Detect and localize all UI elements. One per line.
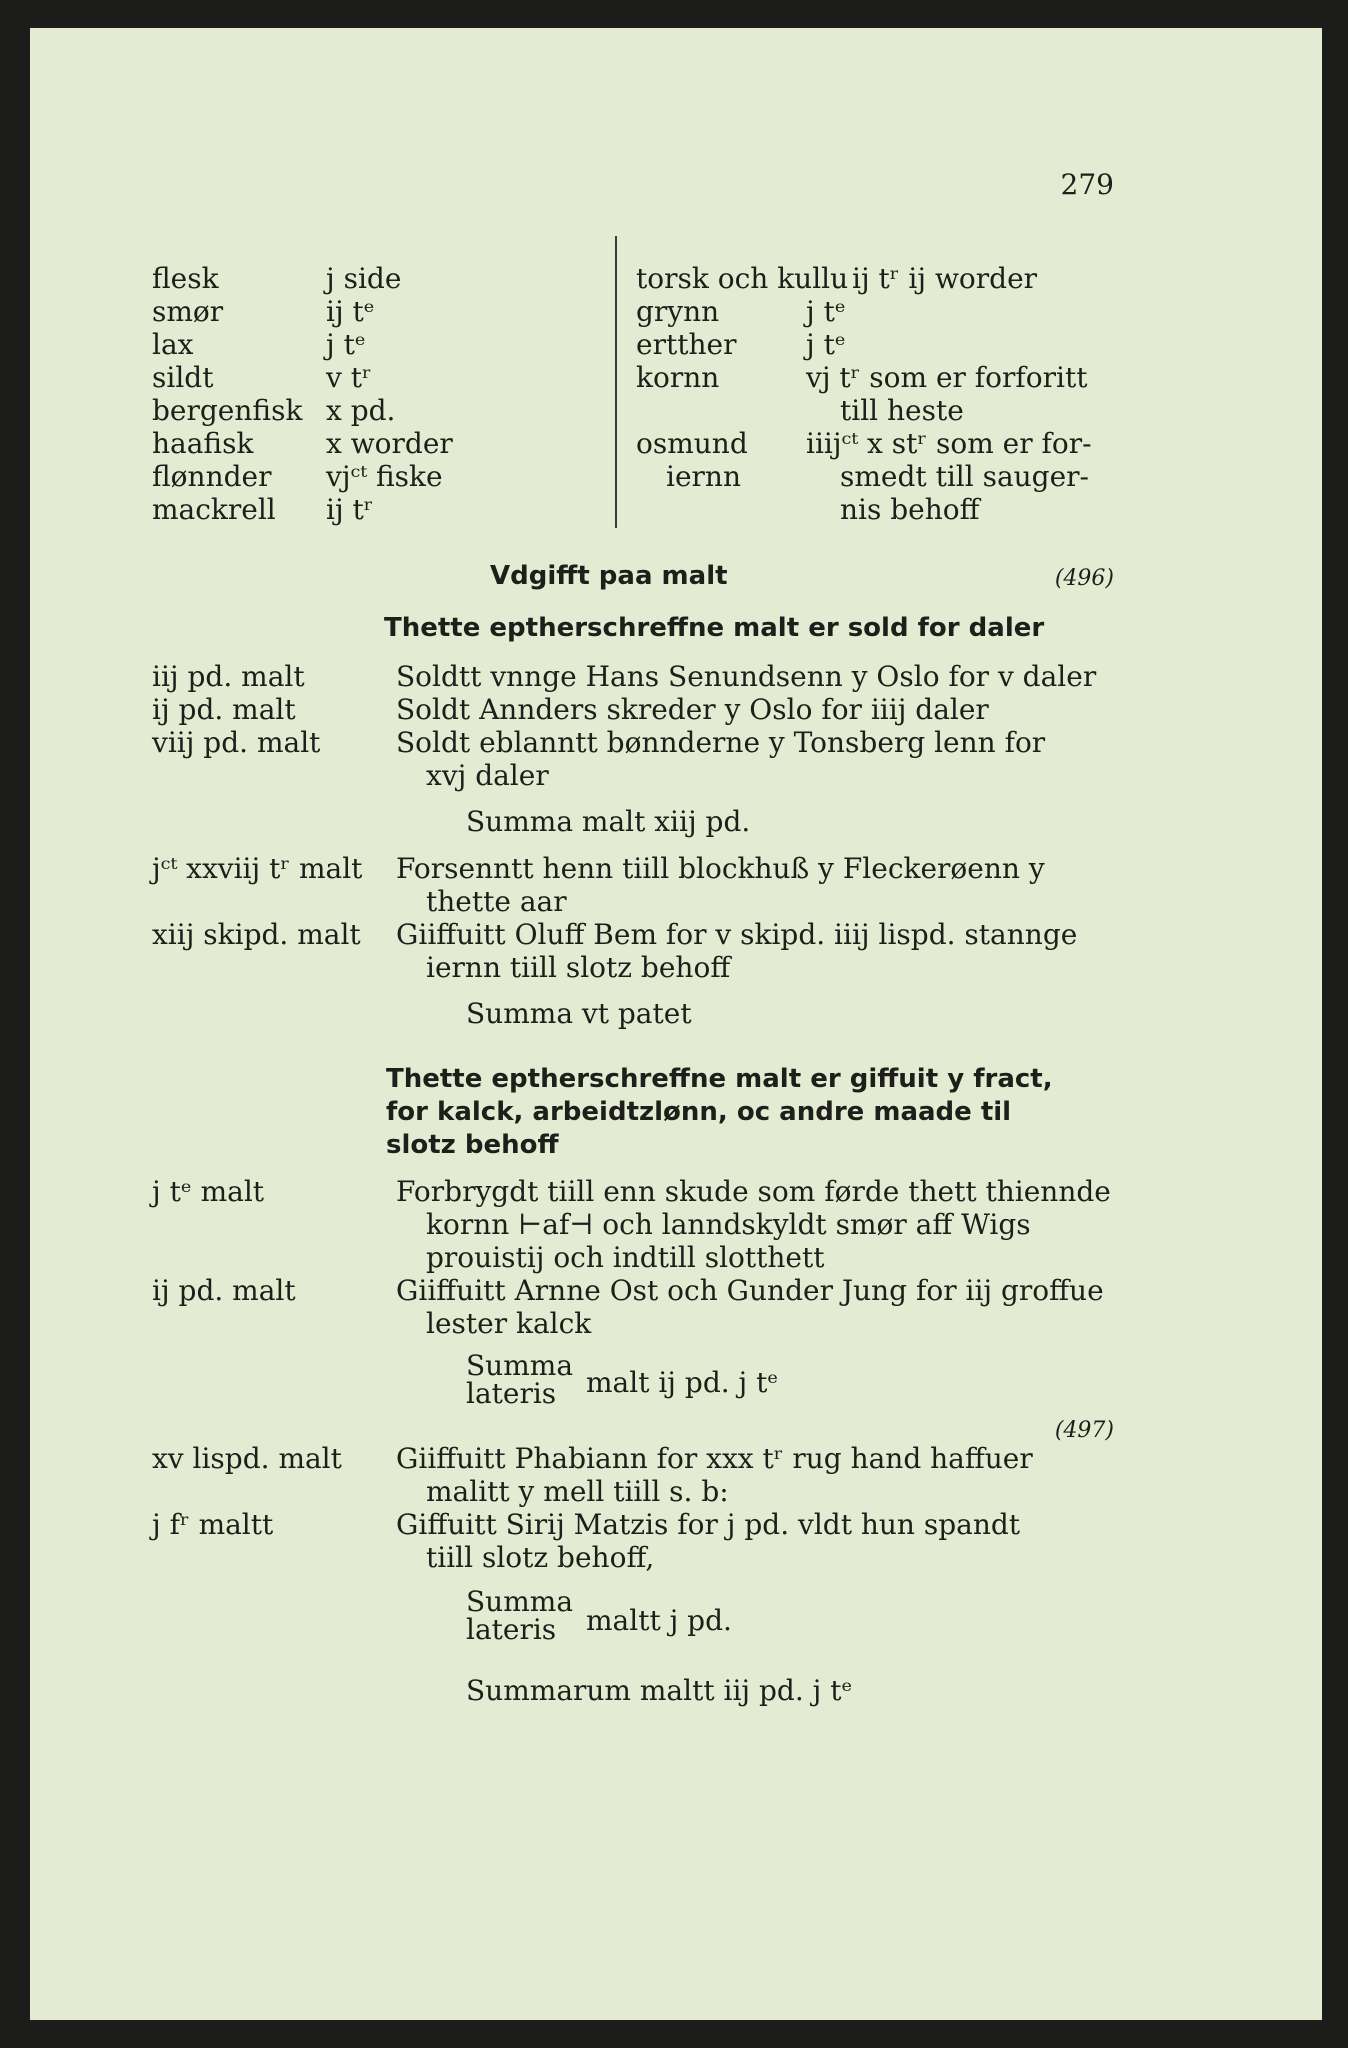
entry-label: j tᵉ malt: [152, 1175, 265, 1208]
entry-label: iij pd. malt: [152, 660, 305, 693]
entry-line: malitt y mell tiill s. b:: [426, 1475, 729, 1508]
entry-label: ij pd. malt: [152, 693, 296, 726]
page-number: 279: [1060, 168, 1114, 201]
left-qty: x worder: [326, 427, 453, 460]
left-qty: v tʳ: [326, 361, 372, 394]
summa-lateris-value: maltt j pd.: [586, 1604, 732, 1637]
right-qty: till heste: [840, 394, 964, 427]
entry-label: j fʳ maltt: [152, 1508, 274, 1541]
left-item: lax: [152, 328, 194, 361]
page-reference: (496): [1054, 566, 1114, 591]
entry-line: Giiffuitt Oluff Bem for v skipd. iiij lispd. stannge: [396, 918, 1078, 951]
entry-text: [396, 726, 1126, 792]
page-reference: (497): [1054, 1418, 1114, 1443]
column-divider: [615, 236, 617, 528]
entry-label: jᶜᵗ xxviij tʳ malt: [152, 852, 363, 885]
left-item: sildt: [152, 361, 214, 394]
section-title-line: for kalck, arbeidtzlønn, oc andre maade til: [386, 1097, 1012, 1127]
left-item: mackrell: [152, 493, 276, 526]
section-title-line: Thette eptherschreffne malt er giffuit y fract,: [386, 1064, 1053, 1094]
right-item: iernn: [666, 460, 741, 493]
entry-line: prouistij och indtill slotthett: [426, 1241, 825, 1274]
entry-label: viij pd. malt: [152, 726, 321, 759]
entry-text: [396, 852, 1126, 918]
right-qty: smedt till sauger-: [840, 460, 1090, 493]
entry-line: Giiffuitt Arnne Ost och Gunder Jung for iij groffue: [396, 1274, 1104, 1307]
summarum: Summarum maltt iij pd. j tᵉ: [466, 1674, 853, 1707]
left-qty: j tᵉ: [326, 328, 366, 361]
lateris-word: lateris: [466, 1613, 557, 1646]
entry-text: [396, 1442, 1126, 1508]
entry-line: Forsenntt henn tiill blockhuß y Fleckerøenn y: [396, 852, 1045, 885]
entry-line: kornn ⊢af⊣ och lanndskyldt smør aff Wigs: [426, 1208, 1031, 1241]
left-item: bergenfisk: [152, 394, 303, 427]
page-content: [30, 28, 1322, 2020]
entry-line: Soldtt vnnge Hans Senundsenn y Oslo for v daler: [396, 660, 1097, 693]
entry-text: [396, 1274, 1126, 1340]
left-item: smør: [152, 295, 224, 328]
entry-line: lester kalck: [426, 1307, 592, 1340]
summa-word: Summa: [466, 1585, 574, 1618]
left-qty: j side: [326, 262, 402, 295]
entry-line: Giffuitt Sirij Matzis for j pd. vldt hun spandt: [396, 1508, 1021, 1541]
entry-text: [396, 1175, 1126, 1274]
left-qty: vjᶜᵗ fiske: [326, 460, 443, 493]
right-item: torsk och kullu: [636, 262, 849, 295]
entry-text: [396, 918, 1126, 984]
entry-label: xv lispd. malt: [152, 1442, 342, 1475]
summa-lateris-label: [466, 1349, 574, 1410]
right-item: osmund: [636, 427, 748, 460]
entry-text: [396, 693, 1126, 726]
right-qty: iiijᶜᵗ x stʳ som er for-: [806, 427, 1092, 460]
entry-line: Soldt Annders skreder y Oslo for iiij daler: [396, 693, 989, 726]
page: [30, 28, 1322, 2020]
right-qty: vj tʳ som er forforitt: [806, 361, 1088, 394]
summa-lateris-label: [466, 1585, 574, 1646]
summa-word: Summa: [466, 1349, 574, 1382]
right-item: kornn: [636, 361, 720, 394]
entry-label: xiij skipd. malt: [152, 918, 361, 951]
entry-line: thette aar: [426, 885, 567, 918]
left-item: haafisk: [152, 427, 254, 460]
summa-lateris-value: malt ij pd. j tᵉ: [586, 1366, 779, 1399]
entry-line: Soldt eblanntt bønnderne y Tonsberg lenn for: [396, 726, 1046, 759]
section-title-line: slotz behoff: [386, 1130, 559, 1160]
right-qty: j tᵉ: [806, 328, 846, 361]
section-title: Vdgifft paa malt: [490, 561, 728, 591]
left-qty: ij tᵉ: [326, 295, 375, 328]
right-qty: nis behoff: [840, 493, 980, 526]
left-item: flesk: [152, 262, 219, 295]
right-qty: ij tʳ ij worder: [852, 262, 1038, 295]
entry-label: ij pd. malt: [152, 1274, 296, 1307]
summa: Summa malt xiij pd.: [466, 805, 751, 838]
lateris-word: lateris: [466, 1377, 557, 1410]
section-subtitle: Thette eptherschreffne malt er sold for daler: [384, 613, 1045, 643]
entry-line: tiill slotz behoff,: [426, 1541, 655, 1574]
entry-line: xvj daler: [426, 759, 549, 792]
entry-line: Giiffuitt Phabiann for xxx tʳ rug hand haffuer: [396, 1442, 1033, 1475]
left-qty: ij tʳ: [326, 493, 374, 526]
left-item: flønnder: [152, 460, 272, 493]
right-item: ertther: [636, 328, 737, 361]
right-item: grynn: [636, 295, 720, 328]
right-qty: j tᵉ: [806, 295, 846, 328]
entry-line: iernn tiill slotz behoff: [426, 951, 731, 984]
entry-text: [396, 1508, 1126, 1574]
entry-line: Forbrygdt tiill enn skude som førde thett thiennde: [396, 1175, 1111, 1208]
summa: Summa vt patet: [466, 997, 692, 1030]
entry-text: [396, 660, 1126, 693]
left-qty: x pd.: [326, 394, 396, 427]
